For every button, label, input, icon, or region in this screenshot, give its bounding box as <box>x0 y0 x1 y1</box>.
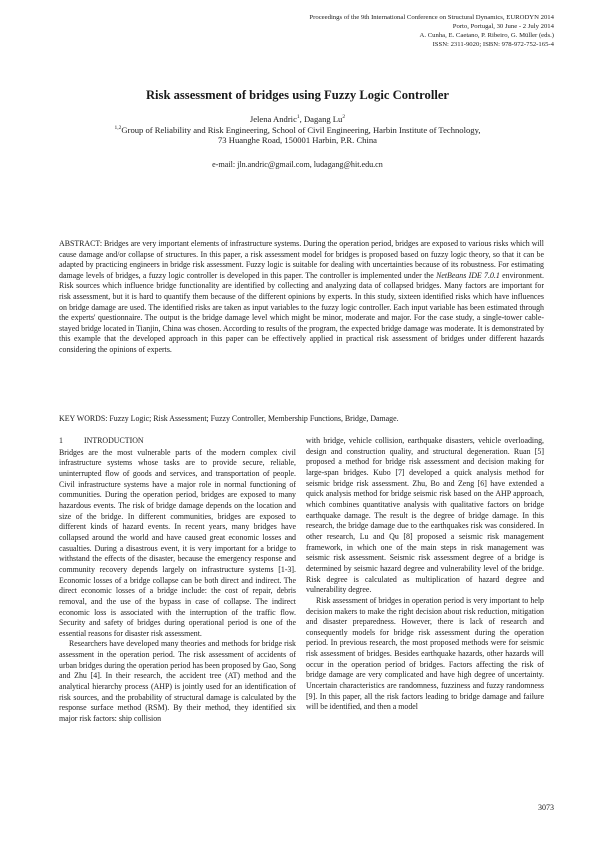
paper-title: Risk assessment of bridges using Fuzzy Logic Controller <box>145 88 450 102</box>
keywords: KEY WORDS: Fuzzy Logic; Risk Assessment; Fuzzy Controller, Membership Functions, Bridge, Damage. <box>59 414 399 423</box>
intro-paragraph-2: Researchers have developed many theories and methods for bridge risk assessment in the operation period. The risk assessment of accidents of urban bridges during the operation period has been proposed by Gao, Song and Zhu [4]. In their research, the accident tree (AT) method and the analytical hierarchy process (AHP) is jointly used for an identification of risk sources, and the probability of structural damage is calculated by the response surface method (RSM). By their method, they identified six major risk factors: ship collision <box>59 639 296 724</box>
header-line-location: Porto, Portugal, 30 June - 2 July 2014 <box>452 22 554 30</box>
author-1: Jelena Andric <box>249 114 297 124</box>
header-line-conference: Proceedings of the 9th International Conference on Structural Dynamics, EURODYN 2014 <box>309 14 554 21</box>
section-heading <box>59 436 296 447</box>
affiliation-line-1 <box>0 125 595 136</box>
intro-paragraph-1: Bridges are the most vulnerable parts of the modern complex civil infrastructure systems whose tasks are to provide secure, reliable, uninterrupted flow of goods and services, and transportation of people. Civil infrastructure systems have a major role in normal functioning of communities. During the operation period, bridges are exposed to many hazardous events. The risk of bridge damage depends on the location and size of the bridge. In different communities, bridges are exposed to different kinds of hazard events. In recent years, many bridges have collapsed around the world and have caused great economic losses and casualties. During a disastrous event, it is very important for a bridge to withstand the effects of the disaster, because the emergency response and community recovery depends largely on infrastructure systems [1-3]. Economic losses of a bridge collapse can be both direct and indirect. The direct economic losses of a bridge include: the cost of repair, debris removal, and the use of the bypass in case of collapse. The indirect economic loss is associated with the interruption of the traffic flow. Security and safety of bridges during operational period is one of the essential reasons for disaster risk assessment. <box>59 447 296 638</box>
left-column <box>59 436 296 725</box>
author-block <box>0 114 595 146</box>
author-2: Dagang Lu <box>303 114 343 124</box>
abstract-text-1: ABSTRACT: Bridges are very important elements of infrastructure systems. During the operation period, bridges are exposed to various risks which will cause damage and/or collapse of structures. In this paper, a risk assessment model for bridges is proposed based on fuzzy logic theory, so that it can be adapted by practicing engineers in bridge risk assessment. Fuzzy logic is suitable for dealing with uncertainties because of its robustness. For estimating damage levels of bridges, a fuzzy logic controller is developed in this paper. The controller is implemented under the <box>59 239 544 280</box>
section-title: INTRODUCTION <box>84 436 144 445</box>
header-line-issn: ISSN: 2311-9020; ISBN: 978-972-752-165-4 <box>432 40 554 48</box>
header-line-editors: A. Cunha, E. Caetano, P. Ribeiro, G. Müller (eds.) <box>419 31 554 39</box>
author-separator: , <box>299 114 304 124</box>
page-number: 3073 <box>538 803 554 812</box>
proceedings-header <box>309 14 554 50</box>
abstract-software-name: NetBeans IDE 7.0.1 <box>436 270 500 280</box>
affiliation-text-1: Group of Reliability and Risk Engineering, School of Civil Engineering, Harbin Institute of Technology, <box>121 124 481 135</box>
author-2-sup: 2 <box>342 114 346 121</box>
section-number: 1 <box>59 436 63 445</box>
abstract-text-2: environment. Risk sources which influence bridge functionality are identified by collecting and analyzing data of collapsed bridges. Many factors are important for risk assessment, but it is hard to quantify them because of the different opinions by experts. In this study, sixteen identified risks which have influences on bridge damage are used. The identified risks are taken as input variables to the fuzzy logic controller. Each input variable has been estimated through the experts' questionnaire. The output is the bridge damage level which might be minor, moderate and major. For the case study, a single-tower cable-stayed bridge located in Tianjin, China was chosen. According to results of the program, the expected bridge damage was moderate. It is demonstrated by this example that the developed approach in this paper can be effectively applied in practical risk assessment of bridges under different hazards considering the opinions of experts. <box>59 270 544 354</box>
author-1-sup: 1 <box>296 114 300 121</box>
intro-paragraph-3: with bridge, vehicle collision, earthquake disasters, vehicle overloading, design and construction quality, and structural degeneration. Ruan [5] proposed a method for bridge risk assessment and decision making for large-span bridges. Kubo [7] developed a quick analysis method for seismic bridge risk assessment. Zhu, Bo and Zeng [6] have extended a quick analysis method for bridge seismic risk based on the AHP approach, which combines quantitative analysis with qualitative factors on bridge earthquake damage. The result is the degree of bridge damage. In this research, the bridge damage due to the earthquakes risk was considered. In other research, Lu and Qu [8] proposed a seismic risk management framework, in which one of the main steps in risk management was seismic risk assessment. Seismic risk assessment degree of a bridge is determined by seismic hazard degree and vulnerability level of the bridge. Risk degree is calculated as multiplication of hazard degree and vulnerability degree. <box>306 436 544 595</box>
right-column <box>306 436 544 713</box>
intro-paragraph-4: Risk assessment of bridges in operation period is very important to help decision makers to make the right decision about risk reduction, mitigation and disaster preparedness. However, there is lack of research and consequently models for bridge risk assessment during the operation period. In previous research, the most proposed methods were for seismic risk assessment of bridges. Besides earthquake hazards, other hazards will occur in the operation period of bridges. Factors affecting the risk of bridge damage are very complicated and have high degree of uncertainty. Uncertain characteristics are randomness, fuzziness and fuzzy randomness [9]. In this paper, all the risk factors leading to bridge damage and failure will be identified, and then a model <box>306 595 544 712</box>
affiliation-sup: 1,2 <box>114 124 122 131</box>
abstract <box>59 239 544 356</box>
author-email: e-mail: jln.andric@gmail.com, ludagang@hit.edu.cn <box>212 160 383 169</box>
author-names <box>0 114 595 125</box>
affiliation-line-2: 73 Huanghe Road, 150001 Harbin, P.R. China <box>218 135 377 145</box>
